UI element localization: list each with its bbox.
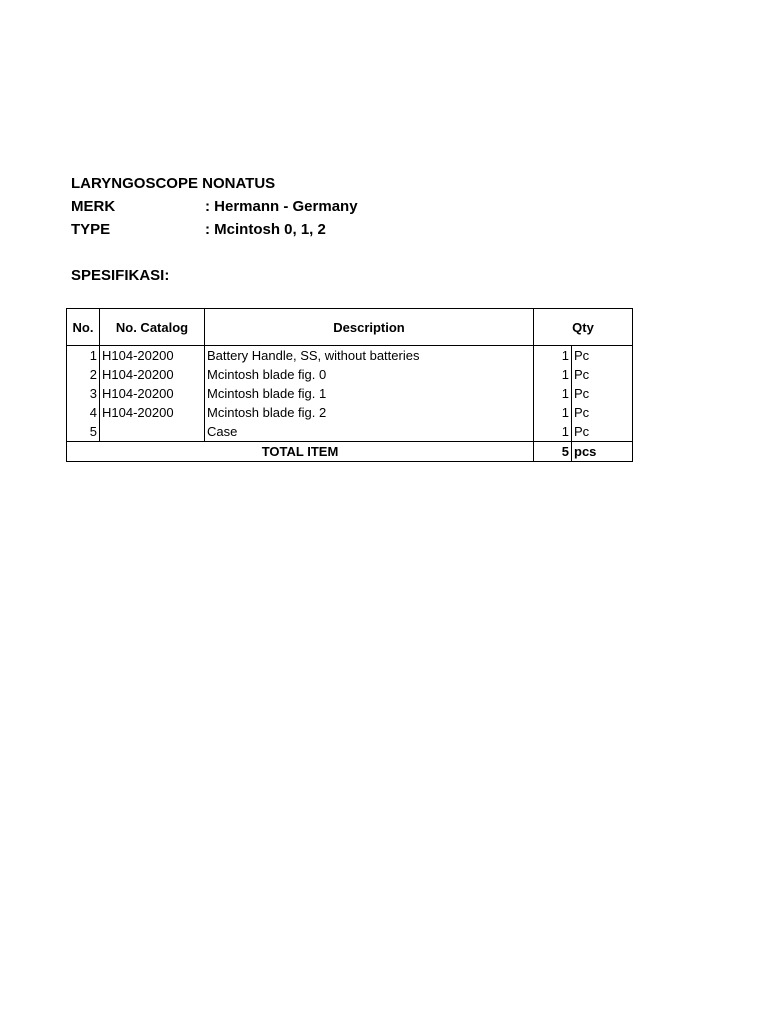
type-label: TYPE [71, 221, 111, 238]
row-qty: 1 [534, 365, 572, 384]
merk-row [71, 195, 358, 218]
row-unit: Pc [572, 346, 633, 366]
col-header-catalog: No. Catalog [100, 309, 205, 346]
row-catalog [100, 422, 205, 442]
col-header-description: Description [205, 309, 534, 346]
row-unit: Pc [572, 384, 633, 403]
table-row [67, 346, 633, 366]
row-catalog: H104-20200 [100, 384, 205, 403]
col-header-qty: Qty [534, 309, 633, 346]
total-row [67, 442, 633, 462]
row-qty: 1 [534, 403, 572, 422]
type-value: : Mcintosh 0, 1, 2 [205, 221, 326, 238]
table-row [67, 403, 633, 422]
table-row [67, 365, 633, 384]
row-catalog: H104-20200 [100, 365, 205, 384]
col-header-no: No. [67, 309, 100, 346]
row-unit: Pc [572, 403, 633, 422]
row-no: 4 [67, 403, 100, 422]
type-row [71, 218, 358, 241]
row-qty: 1 [534, 384, 572, 403]
row-unit: Pc [572, 365, 633, 384]
total-qty: 5 [534, 442, 572, 462]
row-description: Case [205, 422, 534, 442]
row-description: Mcintosh blade fig. 0 [205, 365, 534, 384]
table-header-row [67, 309, 633, 346]
total-label: TOTAL ITEM [67, 442, 534, 462]
merk-label: MERK [71, 198, 116, 215]
row-qty: 1 [534, 422, 572, 442]
total-unit: pcs [572, 442, 633, 462]
table-row [67, 422, 633, 442]
spec-heading: SPESIFIKASI: [71, 267, 170, 284]
spec-table [66, 308, 633, 462]
document-title: LARYNGOSCOPE NONATUS [71, 175, 276, 192]
row-unit: Pc [572, 422, 633, 442]
document-header [71, 172, 358, 241]
row-description: Battery Handle, SS, without batteries [205, 346, 534, 366]
row-no: 2 [67, 365, 100, 384]
row-qty: 1 [534, 346, 572, 366]
merk-value: : Hermann - Germany [205, 198, 358, 215]
row-no: 5 [67, 422, 100, 442]
row-catalog: H104-20200 [100, 346, 205, 366]
row-description: Mcintosh blade fig. 1 [205, 384, 534, 403]
row-no: 1 [67, 346, 100, 366]
row-catalog: H104-20200 [100, 403, 205, 422]
row-description: Mcintosh blade fig. 2 [205, 403, 534, 422]
row-no: 3 [67, 384, 100, 403]
table-row [67, 384, 633, 403]
